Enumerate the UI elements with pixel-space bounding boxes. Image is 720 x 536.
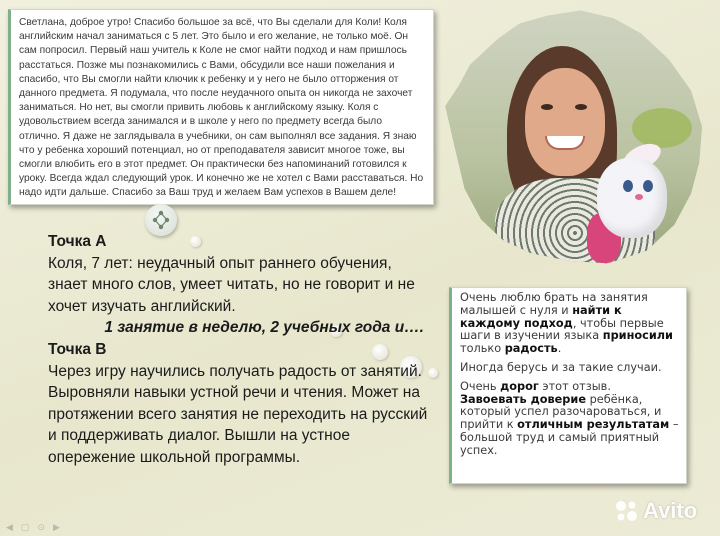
case-description	[48, 231, 428, 469]
avito-watermark	[614, 499, 697, 523]
note-bold: отличным результатам	[517, 418, 670, 432]
note-bold: Завоевать доверие	[460, 392, 586, 406]
note-bold: дорог	[500, 379, 539, 393]
note-text: только	[460, 342, 505, 356]
note-text: Очень	[460, 379, 501, 393]
point-a-title: Точка А	[48, 233, 107, 250]
note-bold: радость	[504, 342, 558, 356]
note-text: Очень люблю брать на занятия малышей с нуля и	[460, 291, 648, 317]
note-text: этот отзыв.	[538, 379, 611, 393]
note-bold: приносили	[602, 329, 673, 343]
teacher-note-card	[449, 287, 687, 484]
note-bold: найти к каждому подход	[460, 303, 622, 330]
prev-slide-icon[interactable]: ◀	[6, 522, 13, 532]
note-paragraph-2: Иногда берусь и за такие случаи.	[460, 360, 662, 374]
note-text: ребёнка, который успел разочароваться, и прийти к	[460, 392, 662, 432]
avito-wordmark: Avito	[643, 498, 698, 523]
review-text: Светлана, доброе утро! Спасибо большое за всё, что Вы сделали для Коли! Коля английским начал заниматься с 5 лет. Это было и его желание, не только моё. Он сам попросил. Первый наш учитель к Коле не смог найти подход и нам пришлось расстаться. Позже мы познакомились с Вами, обсудили все наши пожелания и спасибо, что Вы смогли найти ключик к ребенку и у него не было отторжения от данного предмета. Я подумала, что после неудачного опыта он никогда не захочет заниматься. Но нет, вы смогли привить любовь к английскому языку. Коля с удовольствием всегда занимался и в школе у него по предмету всегда было отлично. Я даже не заглядывала в учебники, он сам выполнял все задания. Я знаю что у ребенка хороший потенциал, но от преподавателя зависит многое тоже, вы смогли влюбить его в этот предмет. Он практически без напоминаний готовился к уроку. Всегда ждал следующий урок. И конечно же не хотел с Вами расставаться. Но надо идти дальше. Спасибо за Ваш труд и желаем Вам успехов в Вашем деле!	[19, 17, 424, 199]
point-b-title: Точка В	[48, 340, 107, 358]
review-card	[8, 9, 434, 205]
menu-icon[interactable]: ▢	[20, 522, 30, 532]
note-text: .	[557, 342, 562, 356]
note-text: – большой труд и самый приятный успех.	[460, 418, 679, 457]
note-text: , чтобы первые шаги в изучении языка	[460, 316, 664, 343]
note-paragraph-3	[460, 381, 680, 458]
zoom-icon[interactable]: ⊙	[37, 522, 45, 532]
frequency-line: 1 занятие в неделю, 2 учебных года и….	[104, 319, 424, 337]
thought-bubble	[428, 368, 438, 378]
note-paragraph-1	[460, 292, 680, 356]
point-b-text: Через игру научились получать радость от занятий. Выровняли навыки устной речи и чтения. Может на протяжении всего занятия не переходить на русский и поддерживать диалог. Вышли на устное опережение школьной программы.	[48, 362, 428, 466]
next-slide-icon[interactable]: ▶	[52, 522, 60, 532]
point-a-text: Коля, 7 лет: неудачный опыт раннего обучения, знает много слов, умеет читать, но не говорит и не хочет изучать английский.	[48, 254, 415, 315]
avito-logo-icon	[614, 500, 640, 522]
slide-nav-controls[interactable]	[6, 522, 60, 533]
